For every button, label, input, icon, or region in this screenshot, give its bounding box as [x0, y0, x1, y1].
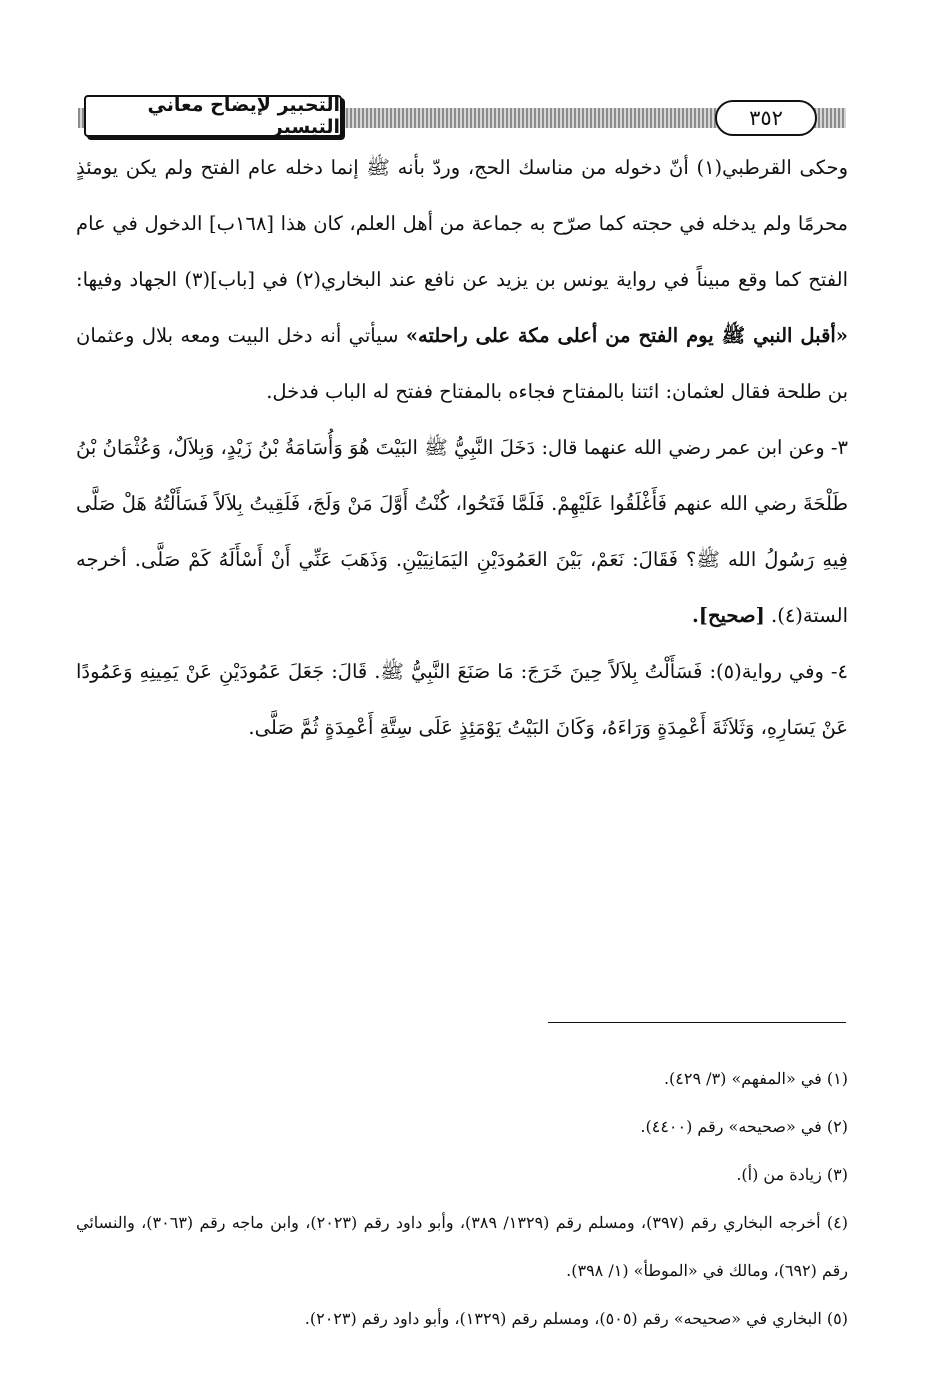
running-title	[84, 95, 342, 137]
main-text	[76, 140, 848, 756]
footnote-1: (١) في «المفهم» (٣/ ٤٢٩).	[663, 1069, 848, 1088]
running-title-text: التحبير لإيضاح معاني التيسير	[147, 94, 340, 138]
footnotes	[76, 1055, 848, 1343]
footnote-4: (٤) أخرجه البخاري رقم (٣٩٧)، ومسلم رقم (١٣٢٩/ ٣٨٩)، وأبو داود رقم (٢٠٢٣)، وابن ماجه رقم (٣٠٦٣)، والنسائي رقم (٦٩٢)، ومالك في «الموطأ» (١/ ٣٩٨).	[76, 1213, 849, 1280]
footnote-3: (٣) زيادة من (أ).	[736, 1165, 848, 1184]
hadith-4-text: ٤- وفي رواية(٥): فَسَأَلْتُ بِلاَلاً حِينَ خَرَجَ: مَا صَنَعَ النَّبِيُّ ﷺ. قَالَ: جَعَلَ عَمُودَيْنِ عَنْ يَمِينِهِ وَعَمُودًا عَنْ يَسَارِهِ، وَثَلاَثَةَ أَعْمِدَةٍ وَرَاءَهُ، وَكَانَ البَيْتُ يَوْمَئِذٍ عَلَى سِتَّةِ أَعْمِدَةٍ ثُمَّ صَلَّى.	[76, 660, 848, 739]
grading-label: [صحيح].	[691, 604, 765, 627]
quoted-narration: «أقبل النبي ﷺ يوم الفتح من أعلى مكة على راحلته»	[405, 324, 848, 347]
paragraph-commentary	[76, 140, 848, 420]
hadith-4	[76, 644, 848, 756]
hadith-3	[76, 420, 848, 644]
paragraph-commentary-text: وحكى القرطبي(١) أنّ دخوله من مناسك الحج، وردّ بأنه ﷺ إنما دخله عام الفتح ولم يكن يومئذٍ محرمًا ولم يدخله في حجته كما صرّح به جماعة من أهل العلم، كان هذا [١٦٨ب] الدخول في عام الفتح كما وقع مبيناً في رواية يونس بن يزيد عن نافع عند البخاري(٢) في [باب](٣) الجهاد وفيها:	[76, 156, 848, 291]
paragraph-commentary-end: سيأتي أنه دخل البيت ومعه بلال وعثمان بن طلحة فقال لعثمان: ائتنا بالمفتاح فجاءه بالمفتاح ففتح له الباب فدخل.	[76, 324, 848, 403]
hadith-3-text: ٣- وعن ابن عمر رضي الله عنهما قال: دَخَلَ النَّبِيُّ ﷺ البَيْتَ هُوَ وَأُسَامَةُ بْنُ زَيْدٍ، وَبِلاَلٌ، وَعُثْمَانُ بْنُ طَلْحَةَ رضي الله عنهم فَأَغْلَقُوا عَلَيْهِمْ. فَلَمَّا فَتَحُوا، كُنْتُ أَوَّلَ مَنْ وَلَجَ، فَلَقِيتُ بِلاَلاً فَسَأَلْتُهُ هَلْ صَلَّى فِيهِ رَسُولُ الله ﷺ؟ فَقَالَ: نَعَمْ، بَيْنَ العَمُودَيْنِ اليَمَانِيَيْنِ. وَذَهَبَ عَنِّي أَنْ أَسْأَلَهُ كَمْ صَلَّى. أخرجه الستة(٤).	[76, 436, 848, 627]
page-number	[715, 100, 817, 136]
footnote-divider	[548, 1022, 846, 1023]
page-number-text: ٣٥٢	[749, 106, 783, 130]
footnote-5: (٥) البخاري في «صحيحه» رقم (٥٠٥)، ومسلم رقم (١٣٢٩)، وأبو داود رقم (٢٠٢٣).	[304, 1309, 848, 1328]
footnote-2: (٢) في «صحيحه» رقم (٤٤٠٠).	[640, 1117, 848, 1136]
